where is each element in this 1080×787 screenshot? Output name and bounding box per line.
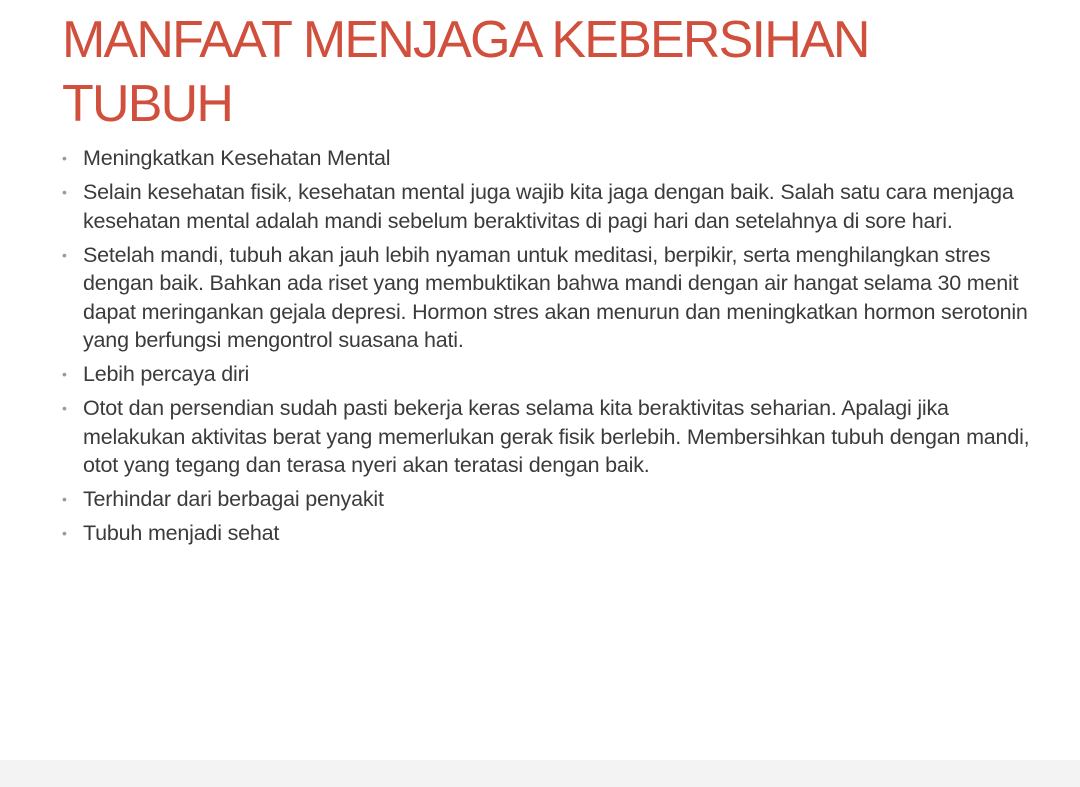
bullet-dot-icon: • (62, 150, 67, 166)
footer-strip (0, 760, 1080, 787)
bullet-item (62, 394, 1043, 480)
bullet-item (62, 241, 1043, 355)
bullet-item (62, 360, 1043, 389)
bullet-text: Terhindar dari berbagai penyakit (83, 487, 384, 511)
bullet-item (62, 144, 1043, 173)
bullet-dot-icon: • (62, 366, 67, 382)
bullet-dot-icon: • (62, 491, 67, 507)
bullet-list (62, 144, 1043, 553)
bullet-text: Tubuh menjadi sehat (83, 521, 280, 545)
bullet-text: Lebih percaya diri (83, 362, 250, 386)
bullet-dot-icon: • (62, 184, 67, 200)
bullet-item (62, 178, 1043, 235)
bullet-text: Setelah mandi, tubuh akan jauh lebih nyaman untuk meditasi, berpikir, serta menghilangkan stres dengan baik. Bahkan ada riset yang membuktikan bahwa mandi dengan air hangat selama 30 menit dapat meringankan gejala depresi. Hormon stres akan menurun dan meningkatkan hormon serotonin yang berfungsi mengontrol suasana hati. (83, 242, 1028, 352)
bullet-item (62, 519, 1043, 548)
slide-title: MANFAAT MENJAGA KEBERSIHAN TUBUH (62, 11, 869, 133)
bullet-text: Otot dan persendian sudah pasti bekerja keras selama kita beraktivitas seharian. Apalagi jika melakukan aktivitas berat yang memerlukan gerak fisik berlebih. Membersihkan tubuh dengan mandi, otot yang tegang dan terasa nyeri akan teratasi dengan baik. (83, 396, 1030, 477)
bullet-dot-icon: • (62, 246, 67, 263)
bullet-dot-icon: • (62, 400, 67, 416)
bullet-dot-icon: • (62, 525, 67, 541)
bullet-text: Meningkatkan Kesehatan Mental (83, 146, 391, 170)
bullet-text: Selain kesehatan fisik, kesehatan mental juga wajib kita jaga dengan baik. Salah satu cara menjaga kesehatan mental adalah mandi sebelum beraktivitas di pagi hari dan setelahnya di sore hari. (83, 180, 1014, 233)
bullet-item (62, 485, 1043, 514)
